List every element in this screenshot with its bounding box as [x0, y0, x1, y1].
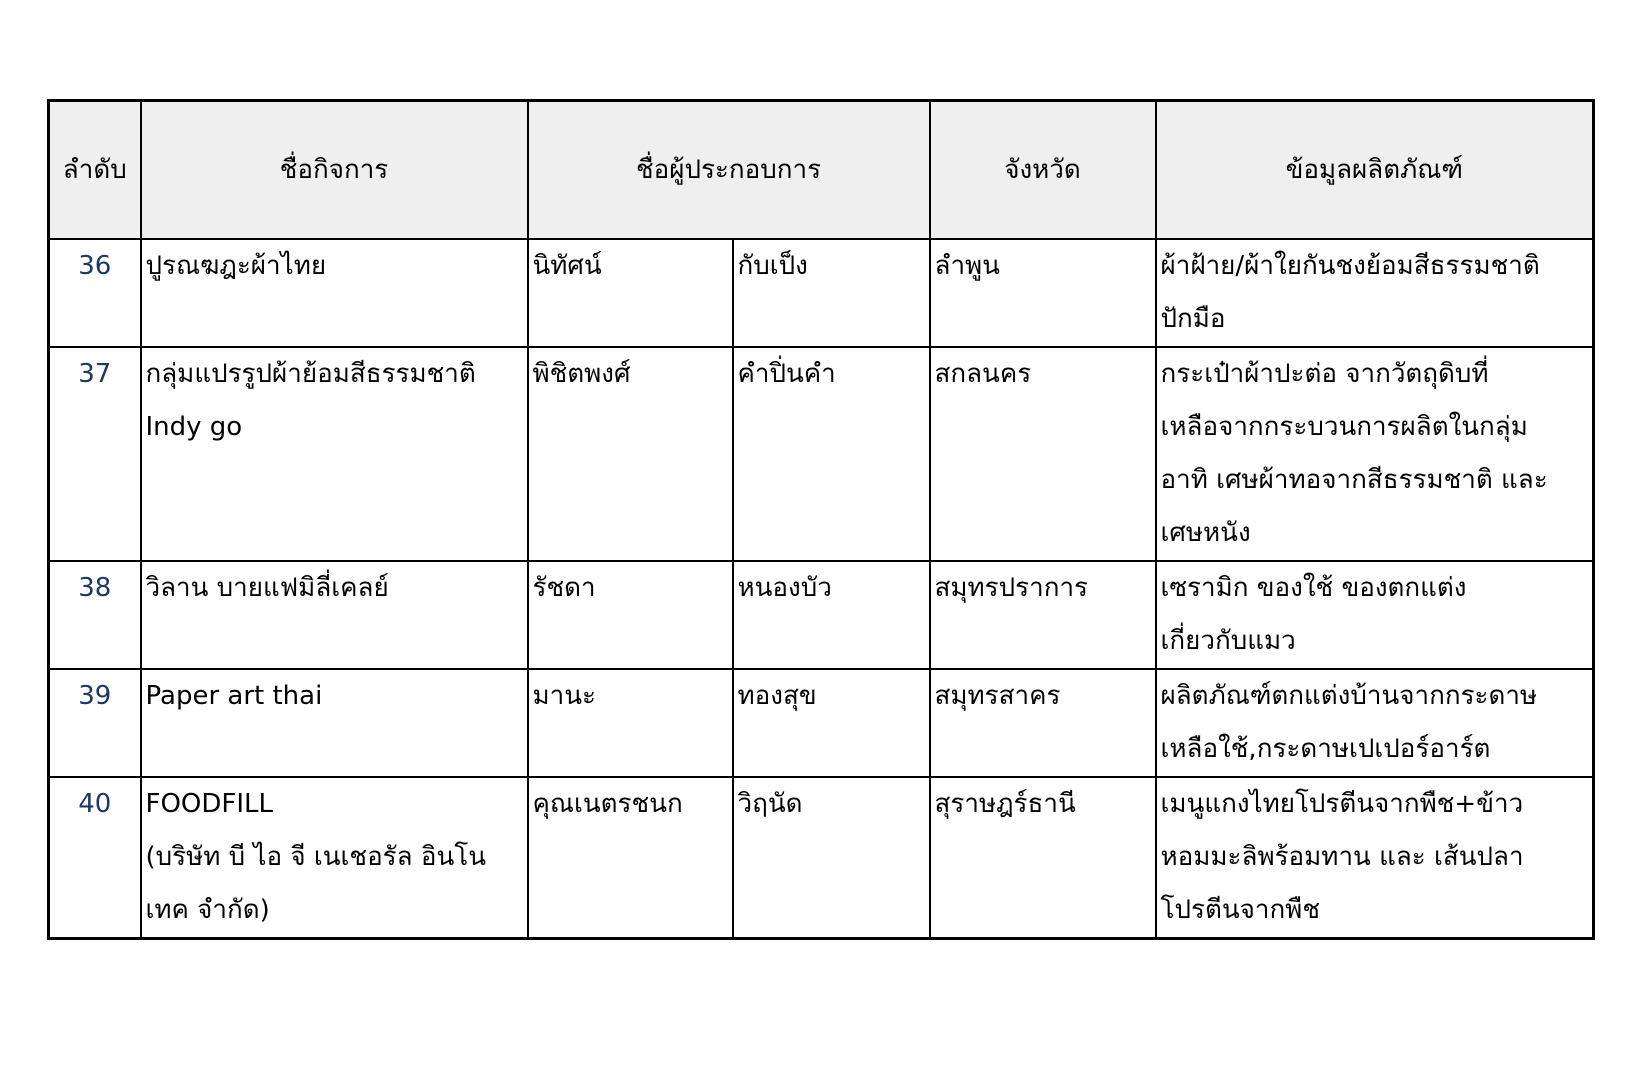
province: สกลนคร — [930, 347, 1156, 561]
province: ลำพูน — [930, 239, 1156, 347]
row-number: 40 — [49, 777, 141, 939]
business-name: ปูรณฆฎะผ้าไทย — [141, 239, 528, 347]
operator-first-name: พิชิตพงศ์ — [528, 347, 733, 561]
header-province: จังหวัด — [930, 101, 1156, 240]
operator-last-name: หนองบัว — [733, 561, 930, 669]
province: สุราษฎร์ธานี — [930, 777, 1156, 939]
header-business: ชื่อกิจการ — [141, 101, 528, 240]
product-info: กระเป๋าผ้าปะต่อ จากวัตถุดิบที่ เหลือจากกระบวนการผลิตในกลุ่ม อาทิ เศษผ้าทอจากสีธรรมชาติ และ เศษหนัง — [1156, 347, 1594, 561]
header-product: ข้อมูลผลิตภัณฑ์ — [1156, 101, 1594, 240]
business-name: FOODFILL (บริษัท บี ไอ จี เนเชอรัล อินโน เทค จำกัด) — [141, 777, 528, 939]
row-number: 39 — [49, 669, 141, 777]
product-info: เซรามิก ของใช้ ของตกแต่ง เกี่ยวกับแมว — [1156, 561, 1594, 669]
table-header — [49, 101, 1594, 240]
table-body — [49, 239, 1594, 939]
sme-product-table — [47, 99, 1595, 940]
operator-last-name: ทองสุข — [733, 669, 930, 777]
business-name: กลุ่มแปรรูปผ้าย้อมสีธรรมชาติ Indy go — [141, 347, 528, 561]
operator-last-name: คำปิ่นคำ — [733, 347, 930, 561]
row-number: 36 — [49, 239, 141, 347]
table-row — [49, 239, 1594, 347]
business-name: วิลาน บายแฟมิลี่เคลย์ — [141, 561, 528, 669]
table-row — [49, 347, 1594, 561]
header-row — [49, 101, 1594, 240]
business-name: Paper art thai — [141, 669, 528, 777]
product-info: ผลิตภัณฑ์ตกแต่งบ้านจากกระดาษ เหลือใช้,กระดาษเปเปอร์อาร์ต — [1156, 669, 1594, 777]
operator-last-name: กับเป็ง — [733, 239, 930, 347]
operator-first-name: รัชดา — [528, 561, 733, 669]
table-row — [49, 561, 1594, 669]
operator-first-name: มานะ — [528, 669, 733, 777]
operator-last-name: วิฤนัด — [733, 777, 930, 939]
header-operator: ชื่อผู้ประกอบการ — [528, 101, 930, 240]
row-number: 37 — [49, 347, 141, 561]
operator-first-name: คุณเนตรชนก — [528, 777, 733, 939]
product-info: เมนูแกงไทยโปรตีนจากพืช+ข้าว หอมมะลิพร้อมทาน และ เส้นปลา โปรตีนจากพืช — [1156, 777, 1594, 939]
row-number: 38 — [49, 561, 141, 669]
operator-first-name: นิทัศน์ — [528, 239, 733, 347]
province: สมุทรสาคร — [930, 669, 1156, 777]
province: สมุทรปราการ — [930, 561, 1156, 669]
header-no: ลำดับ — [49, 101, 141, 240]
table-row — [49, 669, 1594, 777]
product-info: ผ้าฝ้าย/ผ้าใยกันชงย้อมสีธรรมชาติ ปักมือ — [1156, 239, 1594, 347]
table-row — [49, 777, 1594, 939]
